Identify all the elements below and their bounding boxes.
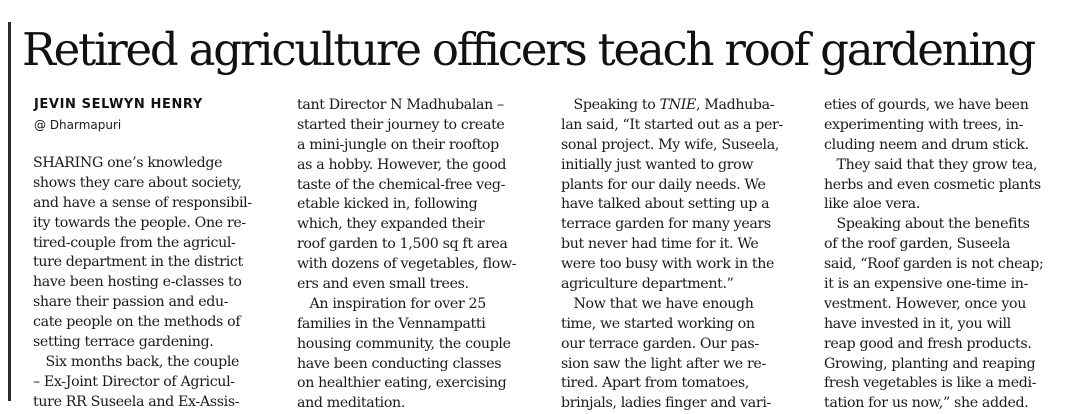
- text-line: cate people on the methods of: [33, 314, 241, 331]
- text-line: fresh vegetables is like a medi-: [824, 375, 1037, 392]
- text-line: agriculture department.”: [561, 276, 734, 293]
- text-line: tation for us now,” she added.: [824, 395, 1029, 412]
- text-line: lan said, “It started out as a per-: [561, 116, 783, 133]
- text-line: Speaking about the benefits: [824, 216, 1030, 233]
- text-line: roof garden to 1,500 sq ft area: [297, 236, 508, 253]
- text-line: shows they care about society,: [33, 174, 242, 191]
- text-line: as a hobby. However, the good: [297, 156, 507, 173]
- text-line: SHARING one’s knowledge: [33, 155, 223, 171]
- text-line: like aloe vera.: [824, 196, 920, 213]
- text-line: have talked about setting up a: [561, 196, 770, 213]
- text-line: tant Director N Madhubalan –: [297, 97, 504, 113]
- text-line: have been hosting e-classes to: [33, 274, 242, 291]
- text-line: sonal project. My wife, Suseela,: [561, 136, 779, 153]
- text-line: but never had time for it. We: [561, 236, 759, 253]
- text-line: etable kicked in, following: [297, 196, 478, 213]
- text-line: were too busy with work in the: [561, 256, 775, 273]
- text-line: vestment. However, once you: [824, 295, 1026, 312]
- text-line: – Ex-Joint Director of Agricul-: [33, 373, 235, 390]
- text-line: families in the Vennampatti: [297, 315, 486, 332]
- text-line: it is an expensive one-time in-: [824, 276, 1029, 293]
- text-line: tired-couple from the agricul-: [33, 234, 236, 251]
- text-line: ture RR Suseela and Ex-Assis-: [33, 393, 240, 410]
- text-line: reap good and fresh products.: [824, 335, 1032, 352]
- text-fragment: Speaking to: [561, 97, 660, 113]
- text-line: experimenting with trees, in-: [824, 116, 1024, 133]
- text-line: have been conducting classes: [297, 355, 502, 372]
- text-line: housing community, the couple: [297, 335, 511, 352]
- text-line: plants for our daily needs. We: [561, 176, 766, 193]
- article-column-3: [561, 96, 783, 414]
- text-line: our terrace garden. Our pas-: [561, 335, 759, 352]
- text-line: said, “Roof garden is not cheap;: [824, 256, 1044, 273]
- text-line: and meditation.: [297, 395, 405, 412]
- text-line: brinjals, ladies finger and vari-: [561, 395, 771, 412]
- text-line: [561, 96, 783, 116]
- text-line: Six months back, the couple: [33, 353, 240, 370]
- text-line: They said that they grow tea,: [824, 156, 1038, 173]
- text-line: tired. Apart from tomatoes,: [561, 375, 749, 392]
- text-line: and have a sense of responsibil-: [33, 194, 252, 211]
- text-line: time, we started working on: [561, 315, 755, 332]
- text-line: ers and even small trees.: [297, 276, 469, 293]
- text-line: on healthier eating, exercising: [297, 375, 507, 392]
- text-fragment: , Madhuba-: [696, 97, 775, 113]
- text-line: cluding neem and drum stick.: [824, 136, 1029, 153]
- text-line: have invested in it, you will: [824, 315, 1011, 332]
- text-line: Now that we have enough: [561, 295, 754, 312]
- text-line: An inspiration for over 25: [297, 295, 486, 312]
- text-line: ity towards the people. One re-: [33, 214, 246, 231]
- article-column-4: [824, 96, 1043, 414]
- text-line: Growing, planting and reaping: [824, 355, 1036, 372]
- publication-name: TNIE: [659, 97, 697, 113]
- column-rule: [8, 22, 11, 401]
- text-line: a mini-jungle on their rooftop: [297, 136, 499, 153]
- text-line: with dozens of vegetables, flow-: [297, 256, 517, 273]
- dateline: @ Dharmapuri: [34, 118, 122, 132]
- text-line: initially just wanted to grow: [561, 156, 754, 173]
- text-line: which, they expanded their: [297, 216, 485, 233]
- text-line: started their journey to create: [297, 116, 505, 133]
- text-line: taste of the chemical-free veg-: [297, 176, 506, 193]
- text-line: herbs and even cosmetic plants: [824, 176, 1041, 193]
- text-line: of the roof garden, Suseela: [824, 236, 1011, 253]
- text-line: ture department in the district: [33, 254, 243, 271]
- headline: Retired agriculture officers teach roof gardening: [22, 23, 1035, 76]
- byline: JEVIN SELWYN HENRY: [34, 97, 203, 112]
- text-line: eties of gourds, we have been: [824, 97, 1029, 113]
- text-line: setting terrace gardening.: [33, 334, 214, 351]
- article-column-1: [33, 154, 252, 413]
- article-column-2: [297, 96, 516, 414]
- text-line: sion saw the light after we re-: [561, 355, 766, 372]
- text-line: terrace garden for many years: [561, 216, 771, 233]
- text-line: share their passion and edu-: [33, 294, 229, 311]
